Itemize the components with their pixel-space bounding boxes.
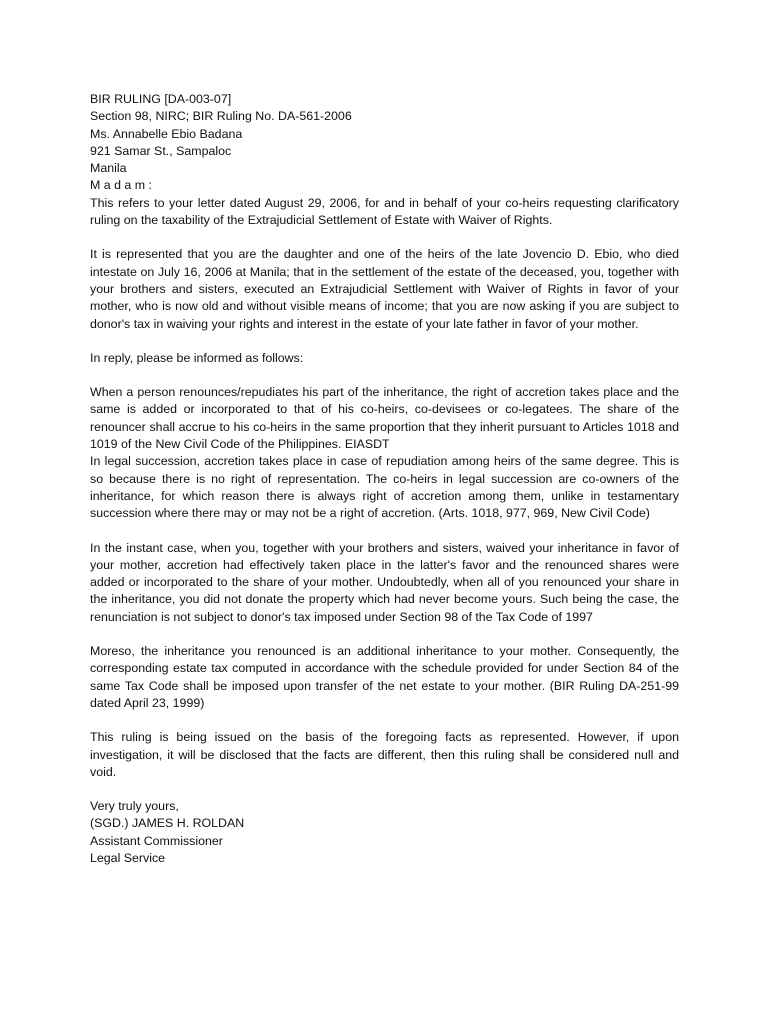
ruling-number: BIR RULING [DA-003-07] bbox=[90, 92, 232, 106]
salutation: M a d a m : bbox=[90, 178, 152, 193]
letter-header bbox=[90, 91, 679, 195]
ruling-reference: Section 98, NIRC; BIR Ruling No. DA-561-2006 bbox=[90, 109, 352, 124]
letter-body bbox=[90, 195, 679, 781]
paragraph-representation: It is represented that you are the daughter and one of the heirs of the late Jovencio D. Ebio, who died intestate on July 16, 2006 at Manila; that in the settlement of the estate of the deceased, you, together with your brothers and sisters, executed an Extrajudicial Settlement with Waiver of Rights in favor of your mother, who is now old and without visible means of income; that you are now asking if you are subject to donor's tax in waiving your rights and interest in the estate of your late father in favor of your mother. bbox=[90, 247, 679, 331]
paragraph-request: This refers to your letter dated August 29, 2006, for and in behalf of your co-heirs requesting clarificatory ruling on the taxability of the Extrajudicial Settlement of Estate with Waiver of Rights. bbox=[90, 195, 679, 228]
paragraph-reply-intro: In reply, please be informed as follows: bbox=[90, 350, 304, 365]
letter-closing bbox=[90, 798, 679, 867]
signatory-title: Assistant Commissioner bbox=[90, 833, 223, 848]
addressee-street: 921 Samar St., Sampaloc bbox=[90, 143, 232, 158]
paragraph-instant-case: In the instant case, when you, together with your brothers and sisters, waived your inheritance in favor of your mother, accretion had effectively taken place in the latter's favor and the renounced shares were added or incorporated to the share of your mother. Undoubtedly, when all of you renounced your share in the inheritance, you did not donate the property which had never become yours. Such being the case, the renunciation is not subject to donor's tax imposed under Section 98 of the Tax Code of 1997 bbox=[90, 540, 679, 624]
addressee-city: Manila bbox=[90, 161, 127, 176]
paragraph-legal-succession: In legal succession, accretion takes place in case of repudiation among heirs of the same degree. This is so because there is no right of representation. The co-heirs in legal succession are co-owners of the inheritance, for which reason there is always right of accretion among them, unlike in testamentary succession where there may or may not be a right of accretion. (Arts. 1018, 977, 969, New Civil Code) bbox=[90, 454, 679, 521]
signatory-name: (SGD.) JAMES H. ROLDAN bbox=[90, 816, 245, 831]
addressee-name: Ms. Annabelle Ebio Badana bbox=[90, 126, 243, 141]
valediction: Very truly yours, bbox=[90, 799, 179, 814]
signatory-office: Legal Service bbox=[90, 850, 166, 865]
ruling-document bbox=[90, 91, 679, 867]
paragraph-estate-tax: Moreso, the inheritance you renounced is an additional inheritance to your mother. Consequently, the corresponding estate tax computed in accordance with the schedule provided for under Section 84 of the same Tax Code shall be imposed upon transfer of the net estate to your mother. (BIR Ruling DA-251-99 dated April 23, 1999) bbox=[90, 644, 679, 710]
paragraph-disclaimer: This ruling is being issued on the basis of the foregoing facts as represented. However, if upon investigation, it will be disclosed that the facts are different, then this ruling shall be considered null and void. bbox=[90, 730, 679, 779]
paragraph-accretion: When a person renounces/repudiates his part of the inheritance, the right of accretion takes place and the same is added or incorporated to that of his co-heirs, co-devisees or co-legatees. The share of the renouncer shall accrue to his co-heirs in the same proportion that they inherit pursuant to Articles 1018 and 1019 of the New Civil Code of the Philippines. EIASDT bbox=[90, 385, 679, 452]
